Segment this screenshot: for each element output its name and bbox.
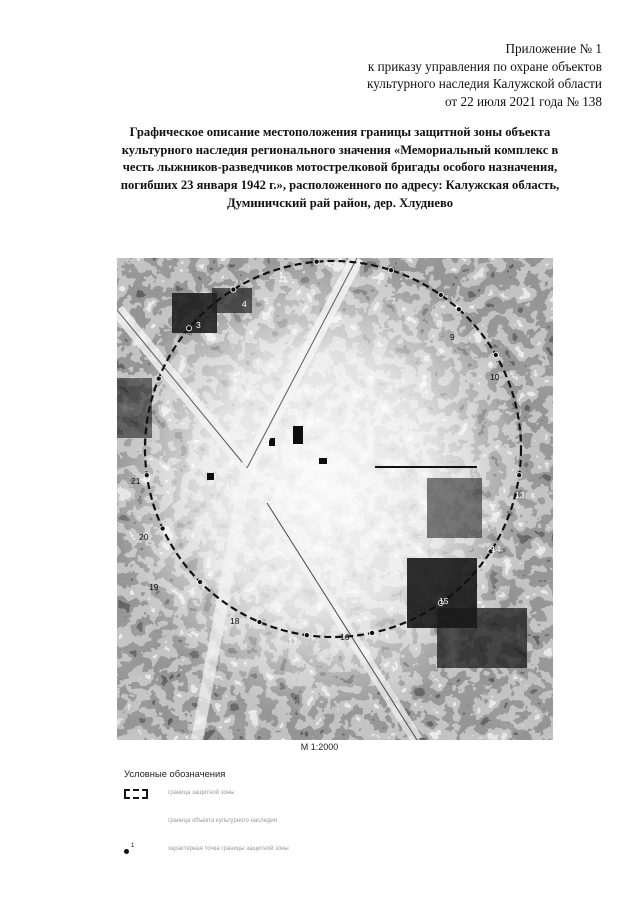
legend-title: Условные обозначения [124,768,226,779]
map-point-13: 13 [515,490,525,500]
boundary-point-marker [389,268,394,273]
map-scale: М 1:2000 [300,742,339,752]
legend-object-label: граница объекта культурного наследия [168,818,277,824]
document-title [70,124,610,213]
map-point-21: 21 [131,476,141,486]
boundary-point-marker [160,526,165,531]
aerial-map [117,258,553,740]
map-point-18: 18 [230,616,240,626]
map-point-14: 14 [491,544,501,554]
map-point-7: 7 [391,296,396,306]
boundary-point-marker [156,376,161,381]
legend-point-index: 1 [131,843,135,849]
boundary-point-marker [493,352,498,357]
boundary-point-marker [456,307,461,312]
boundary-point-marker [144,473,149,478]
dashed-boundary-icon [124,789,148,799]
map-point-5: 5 [264,296,269,306]
boundary-point-marker [438,292,443,297]
map-point-8: 8 [437,318,442,328]
legend-point-label: характерная точка границы защитной зоны [168,846,289,852]
appendix-line-4: от 22 июля 2021 года № 138 [445,93,602,109]
legend-zone-label: граница защитной зоны [168,790,235,796]
title-line-4: погибших 23 января 1942 г.», расположенного по адресу: Калужская область, [120,178,560,193]
map-point-9: 9 [450,332,455,342]
map-point-6: 6 [311,287,316,297]
boundary-point-marker [304,633,309,638]
map-point-19: 19 [149,582,159,592]
boundary-point-marker [517,473,522,478]
aerial-photo [117,258,553,740]
appendix-line-1: Приложение № 1 [505,41,602,56]
boundary-point-icon [124,849,129,854]
map-point-17: 17 [288,636,298,646]
map-point-20: 20 [139,532,149,542]
map-point-16: 16 [340,632,350,642]
appendix-line-3: культурного наследия Калужской области [367,76,602,92]
title-line-5: Думиничский рай район, дер. Хлуднево [226,195,454,210]
appendix-header [262,40,602,110]
title-line-3: честь лыжников-разведчиков мотострелковой бригады особого назначения, [122,160,558,175]
map-point-10: 10 [490,372,500,382]
boundary-point-marker [198,579,203,584]
map-point-4: 4 [242,299,247,309]
boundary-point-marker [257,620,262,625]
boundary-point-marker [231,287,236,292]
map-point-15: 15 [439,596,449,606]
title-line-2: культурного наследия регионального значения «Мемориальный комплекс в [121,142,559,157]
boundary-point-marker [186,326,191,331]
map-point-3: 3 [196,320,201,330]
title-line-1: Графическое описание местоположения границы защитной зоны объекта [129,125,551,139]
boundary-point-marker [370,630,375,635]
boundary-point-marker [314,259,319,264]
appendix-line-2: к приказу управления по охране объектов [367,58,602,74]
